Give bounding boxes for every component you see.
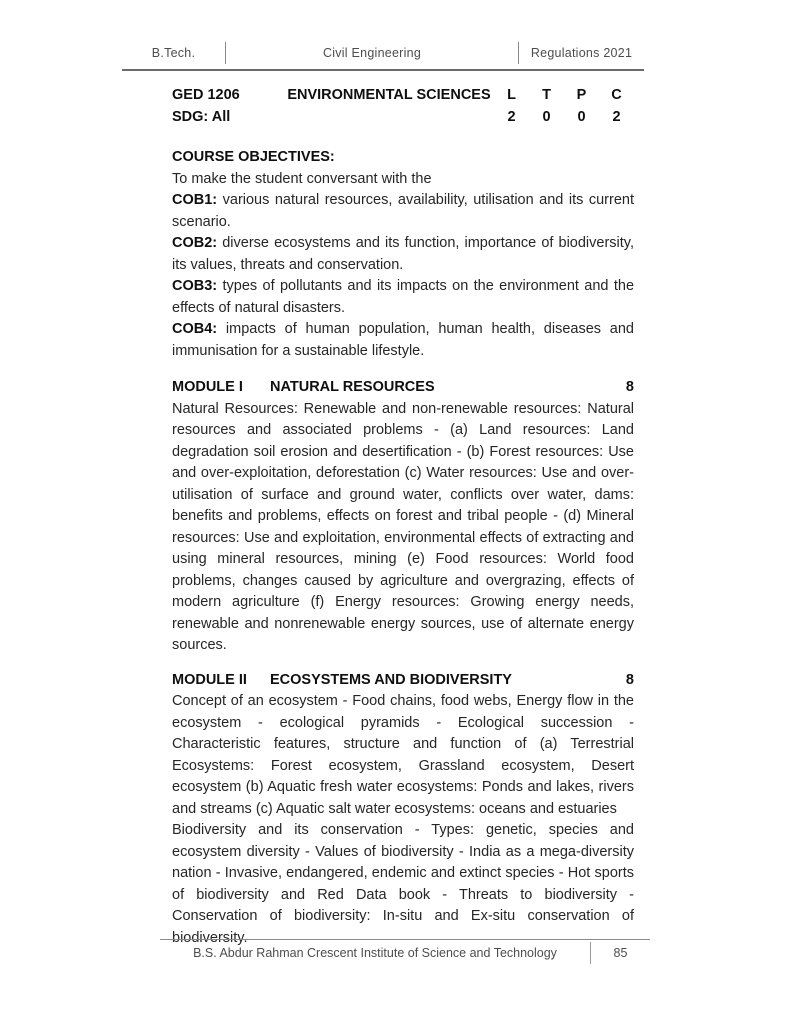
module-title: ECOSYSTEMS AND BIODIVERSITY (270, 671, 512, 688)
module-2-heading (172, 670, 634, 692)
course-code: GED 1206 (172, 87, 240, 103)
page-content (172, 84, 634, 949)
module-label: MODULE II (172, 671, 247, 688)
ltpc-value-credit: 2 (612, 109, 621, 125)
module-title: NATURAL RESOURCES (270, 379, 435, 395)
objective-item-cob2 (172, 233, 634, 276)
objective-label: COB3: (172, 278, 218, 294)
objective-item-cob3 (172, 276, 634, 319)
module-2-paragraph-2: Biodiversity and its conservation - Types: genetic, species and ecosystem diversity - Values of biodiversity - India as a mega-diversity nation - Invasive, endangered, endemic and extinct species - Hot sports of biodiversity and Red Data book - Threats to biodiversity - Conservation of biodiversity: In-situ and Ex-situ conservation of biodiversity. (172, 822, 634, 946)
page-header (122, 42, 644, 71)
course-title: ENVIRONMENTAL SCIENCES (287, 87, 491, 103)
objective-label: COB4: (172, 321, 218, 337)
objective-item-cob1 (172, 190, 634, 233)
page-footer (160, 939, 650, 964)
course-sdg: SDG: All (172, 109, 231, 125)
module-2-paragraph-1: Concept of an ecosystem - Food chains, food webs, Energy flow in the ecosystem - ecological pyramids - Ecological succession - Characteristic features, structure and function of (a) Terrestrial Ecosystems: Forest ecosystem, Grassland ecosystem, Desert ecosystem (b) Aquatic fresh water ecosystems: Ponds and lakes, rivers and streams (c) Aquatic salt water ecosystems: oceans and estuaries (172, 693, 634, 817)
module-2-section (172, 670, 634, 950)
ltpc-value-tutorial: 0 (542, 109, 551, 125)
objective-text: various natural resources, availability, utilisation and its current scenario. (172, 192, 634, 230)
module-hours: 8 (625, 379, 634, 395)
header-degree: B.Tech. (151, 46, 196, 60)
objectives-intro: To make the student conversant with the (172, 170, 432, 187)
ltpc-header-lecture: L (507, 87, 516, 103)
objective-label: COB1: (172, 192, 218, 208)
course-header-row-2 (172, 106, 634, 128)
footer-page-number: 85 (590, 942, 650, 964)
objective-text: diverse ecosystems and its function, importance of biodiversity, its values, threats and conservation. (172, 235, 634, 273)
header-department: Civil Engineering (225, 42, 519, 64)
ltpc-value-lecture: 2 (507, 109, 516, 125)
module-1-section (172, 377, 634, 657)
module-hours: 8 (625, 671, 634, 688)
ltpc-header-practical: P (576, 87, 587, 103)
ltpc-header-tutorial: T (542, 87, 551, 103)
module-1-heading (172, 377, 634, 399)
module-1-paragraph: Natural Resources: Renewable and non-renewable resources: Natural resources and associated problems - (a) Land resources: Land degradation soil erosion and desertification - (b) Forest resources: Use and over-exploitation, deforestation (c) Water resources: Use and over-utilisation of surface and ground water, conflicts over water, dams: benefits and problems, effects on forest and tribal people - (d) Mineral resources: Use and exploitation, environmental effects of extracting and using mineral resources, mining (e) Food resources: World food problems, changes caused by agriculture and overgrazing, effects of modern agriculture (f) Energy resources: Growing energy needs, renewable and nonrenewable energy sources, use of alternate energy sources. (172, 400, 634, 653)
module-label: MODULE I (172, 379, 243, 395)
course-header-table (172, 84, 634, 128)
objectives-heading: COURSE OBJECTIVES: (172, 149, 335, 165)
header-regulations: Regulations 2021 (530, 46, 633, 60)
objective-text: types of pollutants and its impacts on the environment and the effects of natural disasters. (172, 278, 635, 316)
course-objectives-section (172, 147, 634, 362)
course-header-row-1 (172, 84, 634, 106)
objective-text: impacts of human population, human health, diseases and immunisation for a sustainable lifestyle. (172, 321, 634, 359)
objective-label: COB2: (172, 235, 218, 251)
footer-institute-name: B.S. Abdur Rahman Crescent Institute of Science and Technology (193, 946, 557, 960)
ltpc-value-practical: 0 (577, 109, 586, 125)
objective-item-cob4 (172, 319, 634, 362)
ltpc-header-credit: C (611, 87, 622, 103)
